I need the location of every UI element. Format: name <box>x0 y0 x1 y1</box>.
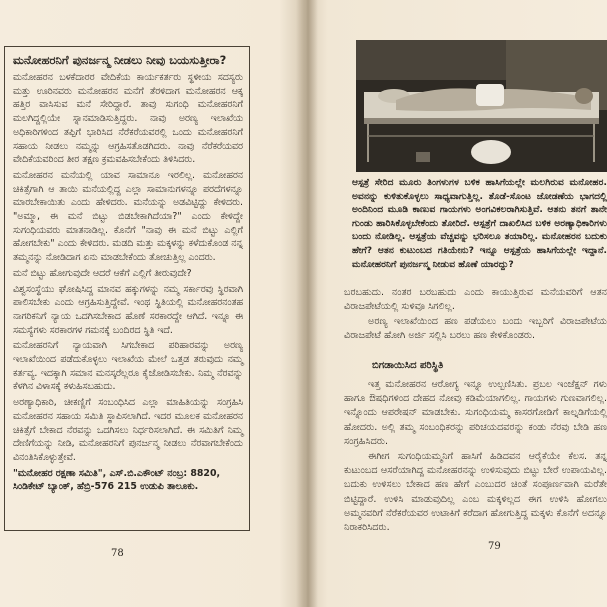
appeal-paragraph: ವಿಶ್ವಸಂಸ್ಥೆಯು ಘೋಷಿಸಿದ್ದ ಮಾನವ ಹಕ್ಕುಗಳನ್ನು ನಮ್ಮ ಸರ್ಕಾರವು ಸ್ಥಿರವಾಗಿ ಪಾಲಿಸಬೇಕು ಎಂದು ಆಗ್ರಹಿಸುತ್ತಿದ್ದೇವೆ. ಇಂಥ ಸ್ಥಿತಿಯಲ್ಲಿ ಮನೋಹರನಂತಹ ನಾಗರಿಕನಿಗೆ ನ್ಯಾಯ ಒದಗಿಸಬೇಕಾದ ಹೊಣೆ ಸರಕಾರದ್ದೇ ಆಗಿದೆ. ಇನ್ನೂ ಈ ಸಮಸ್ಯೆಗಳು ಸರಕಾರಗಳ ಗಮನಕ್ಕೆ ಬಂದಿರದ ಸ್ಥಿತಿ ಇದೆ. <box>13 283 243 336</box>
page-number-right: 79 <box>488 541 501 552</box>
left-page <box>0 0 300 607</box>
photo-caption: ಆಸ್ಪತ್ರೆ ಸೇರಿದ ಮೂರು ತಿಂಗಳುಗಳ ಬಳಿಕ ಹಾಸಿಗೆಯಲ್ಲೇ ಮಲಗಿರುವ ಮನೋಹರ. ಅವನನ್ನು ಕುಳಿತುಕೊಳ್ಳಲು ಸಾಧ್ಯವಾಗುತ್ತಿಲ್ಲ. ತೊಡೆ-ಸೊಂಟ ಜೋಡಣೆಯ ಭಾಗದಲ್ಲಿ ಅಂದಿನಿಂದ ಮೂಡಿ ಕಾಣುವ ಗಾಯಗಳು ಅಂಗವಿಕಲರಾಗಿಸುತ್ತಿವೆ. ಆತನು ತನಗೆ ತಾನೇ ಗುಂಡು ಹಾರಿಸಿಕೊಳ್ಳಬೇಕೆಂದು ತೋರಿದೆ. ಆಸ್ಪತ್ರೆಗೆ ದಾಖಲಿಸಿದ ಬಳಿಕ ಅರಣ್ಯಾಧಿಕಾರಿಗಳು ಬಂದು ನೋಡಿಲ್ಲ. ಆಸ್ಪತ್ರೆಯ ವೆಚ್ಚವನ್ನು ಭರಿಸಲೂ ತಯಾರಿಲ್ಲ. ಮನೋಹರನ ಬದುಕು ಹೇಗೆ? ಆತನ ಕುಟುಂಬದ ಗತಿಯೇನು? ಇನ್ನೂ ಆಸ್ಪತ್ರೆಯ ಹಾಸಿಗೆಯಲ್ಲೇ ಇದ್ದಾನೆ. ಮನೋಹರನಿಗೆ ಪುನರ್ಜನ್ಮ ನೀಡುವ ಹೊಣೆ ಯಾರದ್ದು? <box>352 177 607 270</box>
photo-illustration <box>356 40 607 172</box>
page-number-left: 78 <box>111 548 124 559</box>
appeal-box <box>4 46 250 531</box>
body-paragraph: ಬರಬಹುದು. ನಂತರ ಬರಬಹುದು ಎಂದು ಕಾಯುತ್ತಿರುವ ಮನೆಯವರಿಗೆ ಆತನ ವಿರಾಜಪೇಟೆಯಲ್ಲಿ ಸುಳಿವೂ ಸಿಗಲಿಲ್ಲ. <box>344 287 607 313</box>
donation-address: "ಮನೋಹರ ರಕ್ಷಣಾ ಸಮಿತಿ", ಎಸ್.ಬಿ.ಎಕೌಂಟ್ ನಂಬ್ರ: 8820, ಸಿಂಡಿಕೇಟ್ ಬ್ಯಾಂಕ್, ಹೆಬ್ರಿ-576 215 ಉಡುಪಿ ತಾಲೂಕು. <box>13 467 221 493</box>
body-paragraph: ಇತ್ತ ಮನೋಹರನ ಆರೋಗ್ಯ ಇನ್ನೂ ಉಲ್ಬಣಿಸಿತು. ಪ್ರಬಲ ಇಂಜೆಕ್ಷನ್ ಗಳು ಹಾಗೂ ಔಷಧಿಗಳಿಂದ ದೇಹದ ನೋವು ಕಡಿಮೆಯಾಗಲಿಲ್ಲ. ಗಾಯಗಳು ಗುಣವಾಗಲಿಲ್ಲ. ಇನ್ನೊಂದು ಆಪರೇಷನ್ ಮಾಡಬೇಕು. ಸುಗಂಧಿಯಮ್ಮ ಕಾಸರಗೋಡಿಗೆ ಕಾಲ್ನಡಿಗೆಯಲ್ಲಿ ಹೋದರು. ಅಲ್ಲಿ ತಮ್ಮ ಸಂಬಂಧಿಕರನ್ನು ಪರಿಚಯದವರನ್ನು ಕಂಡು ನೆರವು ಬೇಡಿ ಹಣ ಸಂಗ್ರಹಿಸಿದರು. <box>344 379 607 447</box>
appeal-box-title: ಮನೋಹರನಿಗೆ ಪುನರ್ಜನ್ಮ ನೀಡಲು ನೀವು ಬಯಸುತ್ತೀರಾ? <box>13 53 227 67</box>
appeal-paragraph: ಮನೋಹರನಿಗೆ ನ್ಯಾಯವಾಗಿ ಸಿಗಬೇಕಾದ ಪರಿಹಾರವನ್ನು ಅರಣ್ಯ ಇಲಾಖೆಯಿಂದ ಪಡೆದುಕೊಳ್ಳಲು ಇಲಾಖೆಯ ಮೇಲೆ ಒತ್ತಡ ತರುವುದು ನಮ್ಮ ಕರ್ತವ್ಯ. ಇದಕ್ಕಾಗಿ ಸಮಾನ ಮನಸ್ಕರೆಲ್ಲರೂ ಕೈಜೋಡಿಸಬೇಕು. ನಿಮ್ಮ ನೆರವನ್ನು ಕೆಳಗಿನ ವಿಳಾಸಕ್ಕೆ ಕಳುಹಿಸಬಹುದು. <box>13 340 243 393</box>
appeal-paragraph: ಅರಣ್ಯಾಧಿಕಾರಿ, ಚೀಕಣ್ಣಿಗೆ ಸಂಬಂಧಿಸಿದ ಎಲ್ಲಾ ಮಾಹಿತಿಯನ್ನು ಸಂಗ್ರಹಿಸಿ ಮನೋಹರನ ಸಹಾಯ ಸಮಿತಿ ಸ್ಥಾಪಿಸಲಾಗಿದೆ. ಇದರ ಮೂಲಕ ಮನೋಹರನ ಚಿಕಿತ್ಸೆಗೆ ಬೇಕಾದ ನೆರವನ್ನು ಒದಗಿಸಲು ನಿರ್ಧರಿಸಲಾಗಿದೆ. ಈ ಸಮಿತಿಗೆ ನಿಮ್ಮ ದೇಣಿಗೆಯನ್ನು ನೀಡಿ, ಮನೋಹರನಿಗೆ ಪುನರ್ಜನ್ಮ ನೀಡಲು ನೆರವಾಗಬೇಕೆಂದು ವಿನಂತಿಸಿಕೊಳ್ಳುತ್ತೇವೆ. <box>13 397 243 463</box>
appeal-paragraph: ಮನೋಹರನ ಮನೆಯಲ್ಲಿ ಯಾವ ಸಾಮಾನೂ ಇರಲಿಲ್ಲ. ಮನೋಹರನ ಚಿಕಿತ್ಸೆಗಾಗಿ ಆ ತಾಯಿ ಮನೆಯಲ್ಲಿದ್ದ ಎಲ್ಲಾ ಸಾಮಾನುಗಳನ್ನೂ ಪರದೆಗಳನ್ನೂ ಮಾರಬೇಕಾಯಿತು ಎಂದು ಹೇಳಿದರು. ಮನೆಯನ್ನು ಅಡವಿಟ್ಟಿದ್ದು ಕೇಳಿದರು. "ಅಮ್ಮಾ, ಈ ಮನೆ ಬಿಟ್ಟು ಬಿಡಬೇಕಾಗಿದೆಯಾ?" ಎಂದು ಕೇಳಿದ್ದೇ ಸುಗಂಧಿಯವರು ಮಾತನಾಡಿಲ್ಲ. ಕೊನೆಗೆ "ನಾವು ಈ ಮನೆ ಬಿಟ್ಟು ಎಲ್ಲಿಗೆ ಹೋಗಬೇಕು" ಎಂದು ಕೇಳಿದರು. ಮಡದಿ ಮತ್ತು ಮಕ್ಕಳನ್ನು ಕಳೆದುಕೊಂಡ ನನ್ನ ತಮ್ಮನನ್ನು ನೋಡಿದಾಗ ಏನು ಮಾಡಬೇಕೆಂದು ತೋಚುತ್ತಿಲ್ಲ ಎಂದರು. <box>13 169 243 264</box>
right-page <box>312 0 607 607</box>
hospital-bed-photo <box>356 40 607 172</box>
appeal-paragraph: ಮನೆ ಬಿಟ್ಟು ಹೋಗುವುದೇ ಆದರೆ ಆಕೆಗೆ ಎಲ್ಲಿಗೆ ತೀರುವುದೇ? <box>13 267 192 279</box>
appeal-paragraph: ಮನೋಹರನ ಬಳಕೆದಾರರ ವೇದಿಕೆಯ ಕಾರ್ಯಕರ್ತರು ಸ್ಥಳೀಯ ಸದಸ್ಯರು ಮತ್ತು ಊರಿನವರು ಮನೋಹರನ ಮನೆಗೆ ತೆರಳಿದಾಗ ಮನೋಹರನ ಆಕ್ಕ ಹತ್ತಿರ ವಾಸಿಸುವ ಮನೆ ಸೇರಿದ್ದಾರೆ. ತಾವು ಸುಗಂಧಿ ಮನೋಹರನಿಗೆ ಮಲಗಿದ್ದಲ್ಲಿಯೇ ಸ್ನಾನಮಾಡಿಸುತ್ತಿದ್ದರು. ನಾವು ಅರಣ್ಯ ಇಲಾಖೆಯ ಅಧಿಕಾರಿಗಳಿಂದ ತಪ್ಪಿಗೆ ಭಾರಿಸಿದ ನೆರೆಕರೆಯವರಲ್ಲಿ ಒಂದು ಮನೋಹರನಿಗೆ ಸಹಾಯ ನೀಡಲು ನಮ್ಮನ್ನು ಆಗ್ರಹಿಸತೊಡಗಿದರು. ನಾವು ನೆರೆಕರೆಯವರ ವೇದಿಕೆಯವರಿಂದ ತೀರ ತಕ್ಷಣ ಕ್ರಮವಹಿಸಬೇಕೆಂದು ತಿಳಿಸಿದರು. <box>13 72 243 166</box>
body-paragraph: ಈಗೀಗ ಸುಗಂಧಿಯಮ್ಮನಿಗೆ ಹಾಸಿಗೆ ಹಿಡಿದವನ ಆರೈಕೆಯೇ ಕೆಲಸ. ತನ್ನ ಕುಟುಂಬದ ಆಸರೆಯಾಗಿದ್ದ ಮನೋಹರನನ್ನು ಉಳಿಸುವುದು ಬಿಟ್ಟು ಬೇರೆ ಉಪಾಯವಿಲ್ಲ. ಬದುಕು ಉಳಿಸಲು ಬೇಕಾದ ಹಣ ಹೇಗೆ ಎಂಬುದರ ಚಿಂತೆ ಸಂಪೂರ್ಣವಾಗಿ ಮರೆತೇ ಬಿಟ್ಟಿದ್ದಾರೆ. ಉಳಿಸಿ ಮಾಡುವುದಿಲ್ಲ ಎಂಬ ಮಕ್ಕಳಿಲ್ಲದ ಈಗ ಉಳಿಸಿ ಹೋಗಲು ಅಮ್ಮನವರಿಗೆ ನೆರೆಕರೆಯವರ ಉಟಾಕಿಗೆ ಕರೆದಾಗ ಹೋಗುತ್ತಿದ್ದ ಮಕ್ಕಳು ಕೊನೆಗೆ ಅದನ್ನೂ ನಿರಾಕರಿಸಿದರು. <box>344 451 607 534</box>
section-heading: ಬಿಗಡಾಯಿಸಿದ ಪರಿಸ್ಥಿತಿ <box>372 360 444 371</box>
body-paragraph: ಅರಣ್ಯ ಇಲಾಖೆಯಿಂದ ಹಣ ಪಡೆಯಲು ಬಂದು ಇಬ್ಬರಿಗೆ ವಿರಾಜಪೇಟೆಯ ವಿರಾಜಪೇಟೆ ಹೋಗಿ ಅರ್ಜಿ ಸಲ್ಲಿಸಿ ಬರಲು ಹಣ ಕೇಳಿಕೊಂಡರು. <box>344 316 607 342</box>
